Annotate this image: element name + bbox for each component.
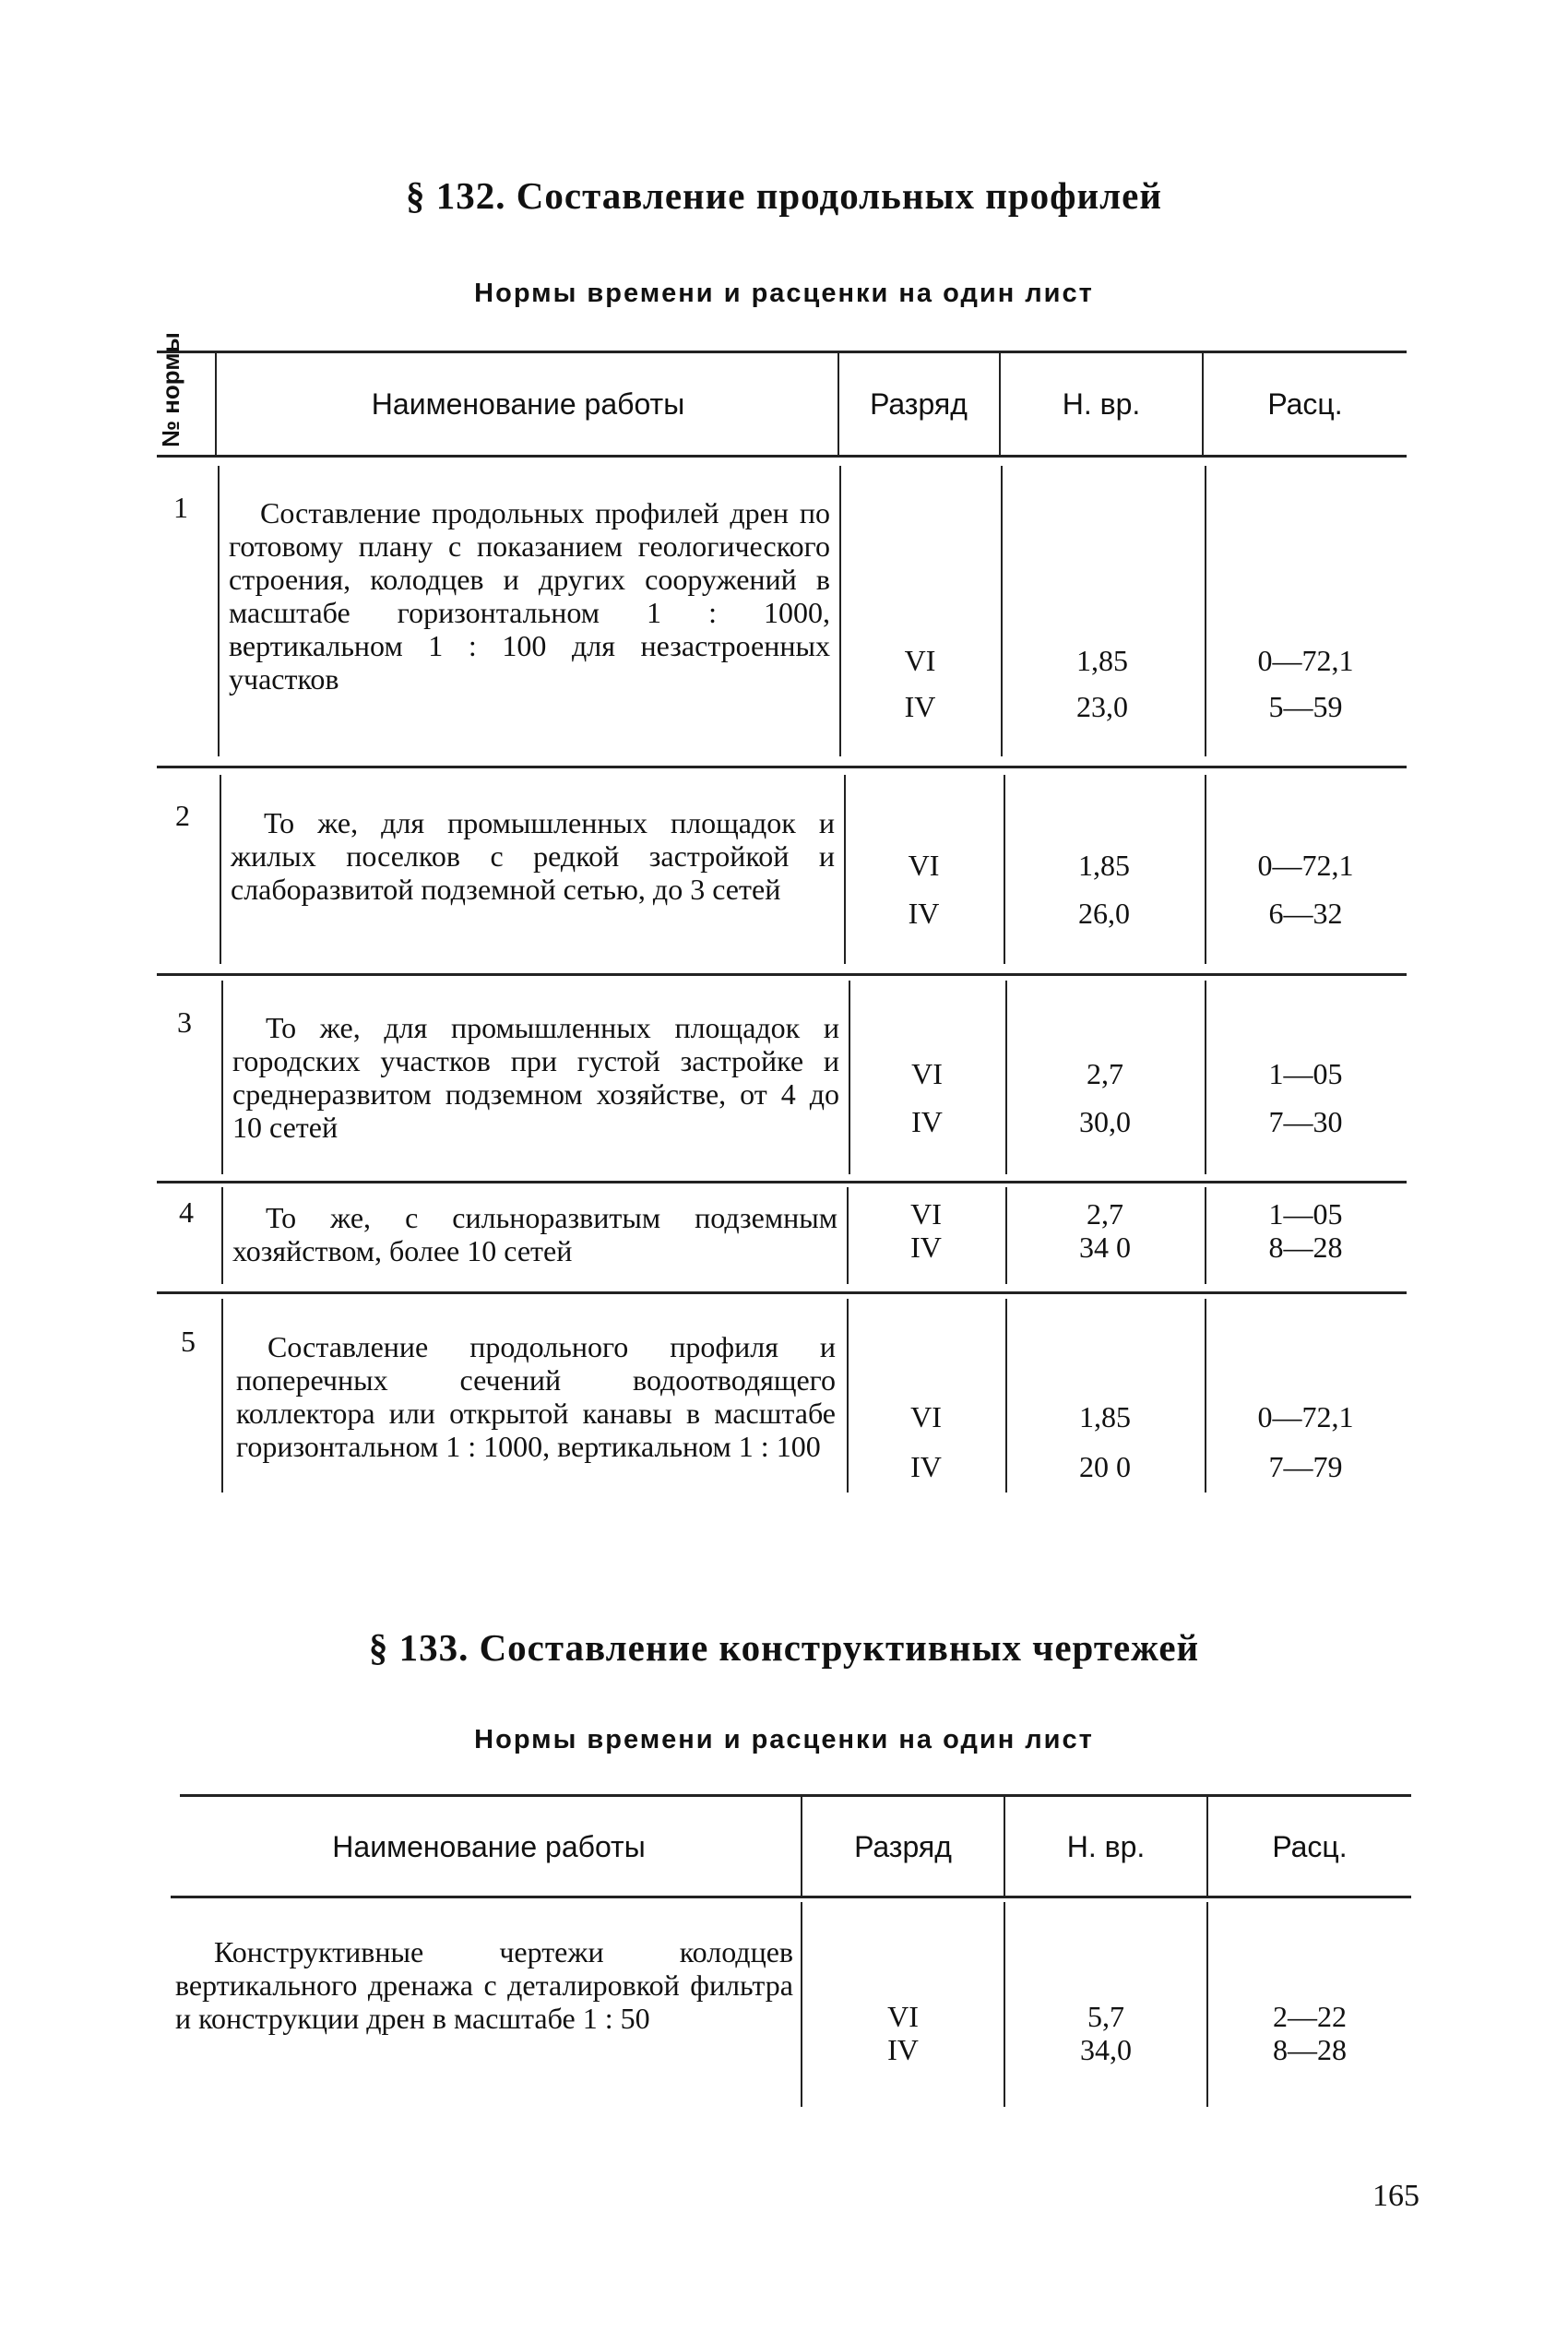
row-time: 2,7 — [1087, 1197, 1123, 1231]
header-grade: Разряд — [854, 1830, 952, 1863]
row-grade: VI — [904, 644, 936, 677]
row-rate: 1—05 — [1268, 1197, 1343, 1231]
row-time: 34 0 — [1079, 1231, 1131, 1264]
row-rate: 5—59 — [1268, 690, 1343, 723]
row-time: 1,85 — [1079, 1400, 1131, 1433]
row-rate: 6—32 — [1268, 897, 1343, 930]
row-rate: 7—30 — [1268, 1105, 1343, 1138]
row-grade: IV — [887, 2033, 919, 2066]
table-divider — [220, 775, 221, 964]
row-time: 26,0 — [1078, 897, 1130, 930]
row-num: 4 — [179, 1195, 194, 1229]
section-133-title: § 133. Составление конструктивных чертежей — [368, 1626, 1200, 1669]
section-133-subtitle: Нормы времени и расценки на один лист — [474, 1725, 1094, 1754]
row-rate: 0—72,1 — [1257, 849, 1354, 882]
row-num: 3 — [177, 1005, 192, 1039]
row-rate: 8—28 — [1273, 2033, 1347, 2066]
table-divider — [221, 1187, 223, 1284]
row-time: 34,0 — [1080, 2033, 1132, 2066]
table-rule — [157, 1181, 1407, 1183]
row-grade: IV — [910, 1231, 942, 1264]
row-grade: IV — [910, 1450, 942, 1483]
section-132-title: § 132. Составление продольных профилей — [406, 174, 1162, 217]
row-time: 20 0 — [1079, 1450, 1131, 1483]
row-grade: IV — [908, 897, 940, 930]
row-work-name: Конструктивные чертежи колодцев вертикального дренажа с деталировкой фильтра и конструкции дрен в масштабе 1 : 50 — [175, 1935, 793, 2035]
table-rule — [180, 1794, 1411, 1797]
table-divider — [221, 981, 223, 1174]
row-time: 23,0 — [1076, 690, 1128, 723]
row-grade: VI — [887, 2000, 919, 2033]
row-rate: 7—79 — [1268, 1450, 1343, 1483]
row-time: 1,85 — [1078, 849, 1130, 882]
table-rule — [157, 455, 1407, 458]
header-rate: Расц. — [1272, 1830, 1348, 1863]
row-grade: VI — [911, 1057, 943, 1090]
row-work-name: Составление продольного профиля и поперечных сечений водоотводящего коллектора или открытой канавы в масштабе горизонтальном 1 : 1000, вертикальном 1 : 100 — [236, 1330, 836, 1463]
row-num: 5 — [181, 1325, 196, 1358]
row-time: 1,85 — [1076, 644, 1128, 677]
row-work-name: То же, с сильноразвитым подземным хозяйством, более 10 сетей — [232, 1201, 837, 1267]
row-work-name: Составление продольных профилей дрен по готовому плану с показанием геологического строения, колодцев и других сооружений в масштабе горизонтальном 1 : 1000, вертикальном 1 : 100 для незастроенных участков — [229, 496, 830, 696]
table-rule — [157, 973, 1407, 976]
row-work-name: То же, для промышленных площадок и жилых поселков с редкой застройкой и слаборазвитой подземной сетью, до 3 сетей — [231, 806, 835, 906]
page-number: 165 — [1372, 2179, 1420, 2213]
row-rate: 0—72,1 — [1257, 644, 1354, 677]
table-divider — [221, 1299, 223, 1493]
row-grade: IV — [911, 1105, 943, 1138]
table-rule — [157, 351, 1407, 353]
row-time: 5,7 — [1087, 2000, 1124, 2033]
row-grade: VI — [908, 849, 940, 882]
row-grade: VI — [910, 1197, 942, 1231]
row-work-name: То же, для промышленных площадок и городских участков при густой застройке и среднеразвитом подземном хозяйстве, от 4 до 10 сетей — [232, 1011, 839, 1144]
header-rate: Расц. — [1267, 387, 1343, 421]
section-132-subtitle: Нормы времени и расценки на один лист — [474, 279, 1094, 308]
header-name: Наименование работы — [332, 1830, 646, 1863]
row-num: 2 — [175, 799, 190, 832]
header-num: № нормы — [157, 332, 184, 447]
table-rule — [157, 1291, 1407, 1294]
row-grade: IV — [904, 690, 936, 723]
row-rate: 0—72,1 — [1257, 1400, 1354, 1433]
row-num: 1 — [173, 491, 188, 524]
row-rate: 1—05 — [1268, 1057, 1343, 1090]
row-time: 2,7 — [1087, 1057, 1123, 1090]
row-grade: VI — [910, 1400, 942, 1433]
row-rate: 2—22 — [1273, 2000, 1347, 2033]
table-divider — [215, 353, 217, 455]
table-rule — [171, 1896, 1411, 1898]
row-time: 30,0 — [1079, 1105, 1131, 1138]
header-time: Н. вр. — [1062, 387, 1141, 421]
header-grade: Разряд — [870, 387, 968, 421]
table-rule — [157, 766, 1407, 768]
header-name: Наименование работы — [371, 387, 685, 421]
header-time: Н. вр. — [1066, 1830, 1146, 1863]
row-rate: 8—28 — [1268, 1231, 1343, 1264]
table-divider — [218, 466, 220, 756]
